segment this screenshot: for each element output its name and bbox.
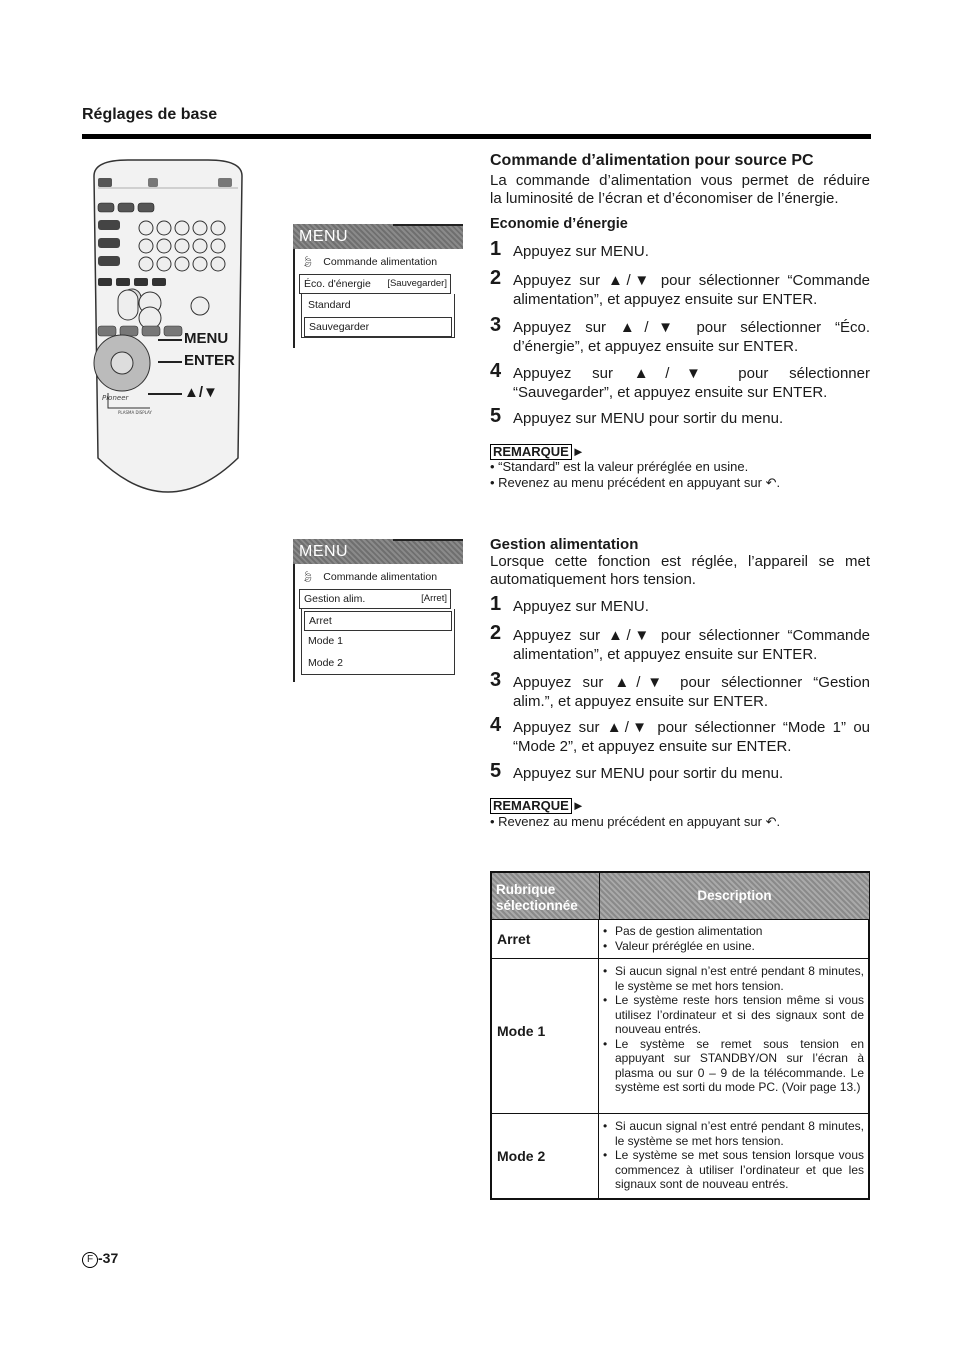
- language-badge: [82, 1252, 98, 1268]
- row-label: Arret: [497, 931, 531, 947]
- table-row: [492, 1113, 599, 1198]
- osd-menu-gestion: [293, 539, 463, 682]
- osd-menu-bar: MENU: [293, 224, 463, 249]
- remarque-text: REMARQUE: [490, 444, 572, 460]
- note-line: [490, 475, 870, 491]
- osd-item-value: [Sauvegarder]: [387, 278, 447, 289]
- osd-option-mode2: Mode 2: [308, 657, 344, 669]
- desc-item: • Le système reste hors tension même si vous utilisez l’ordinateur et si des signaux sont de nouveau entrés.: [601, 993, 864, 1037]
- remote-callout-line: [148, 393, 182, 395]
- step-number: 5: [490, 405, 502, 427]
- row-label: Mode 1: [497, 1023, 546, 1039]
- step: [490, 622, 870, 666]
- step: [490, 360, 870, 404]
- osd-head-label: Commande alimentation: [323, 571, 438, 583]
- step-number: 2: [490, 622, 502, 644]
- table-header-label: Description: [697, 888, 772, 903]
- note-text: • Revenez au menu précédent en appuyant sur: [490, 814, 762, 829]
- step-number: 5: [490, 760, 502, 782]
- osd-head-label: Commande alimentation: [323, 256, 438, 268]
- remote-label-enter: ENTER: [184, 352, 235, 369]
- step-number: 3: [490, 314, 502, 336]
- step-text: “Sauvegarder”, et appuyez ensuite sur ENTER.: [513, 384, 828, 401]
- step-number: 2: [490, 267, 502, 289]
- osd-item-label: Gestion alim.: [304, 593, 366, 605]
- osd-option-arret: Arret: [304, 611, 452, 631]
- power-icon: 🍃︎: [301, 256, 315, 268]
- step: [490, 714, 870, 758]
- step-text: Appuyez sur MENU.: [513, 243, 649, 260]
- table-row-desc: [599, 919, 868, 958]
- remarque-label: [490, 798, 585, 814]
- step-text: alimentation”, et appuyez ensuite sur ENTER.: [513, 646, 818, 663]
- osd-head-row: [297, 253, 447, 273]
- page-number-text: -37: [98, 1250, 119, 1266]
- table-row: [492, 958, 599, 1113]
- subsection-heading: Economie d’énergie: [490, 216, 628, 232]
- desc-item: • Pas de gestion alimentation: [601, 924, 864, 939]
- osd-item-label: Éco. d'énergie: [304, 278, 371, 290]
- section-heading: Gestion alimentation: [490, 536, 639, 553]
- remarque-text: REMARQUE: [490, 798, 572, 814]
- step-number: 3: [490, 669, 502, 691]
- osd-item-eco: [299, 274, 451, 294]
- note-line: • “Standard” est la valeur préréglée en usine.: [490, 459, 749, 474]
- osd-options: [301, 294, 455, 338]
- osd-options: [301, 609, 455, 675]
- step-text: Appuyez sur ▲/▼ pour sélectionner: [513, 365, 870, 382]
- remarque-label: [490, 444, 585, 460]
- page-number: [82, 1250, 118, 1268]
- step-text: “Mode 2”, et appuyez ensuite sur ENTER.: [513, 738, 792, 755]
- intro-line: automatiquement hors tension.: [490, 571, 696, 588]
- step: [490, 314, 870, 358]
- remote-label-arrows: ▲/▼: [184, 384, 218, 401]
- arrow-right-icon: ►: [571, 798, 585, 813]
- desc-item: • Si aucun signal n’est entré pendant 8 minutes, le système se met hors tension.: [601, 1119, 864, 1148]
- osd-option-mode1: Mode 1: [308, 635, 344, 647]
- osd-divider: [393, 539, 463, 541]
- table-row-desc: [599, 1113, 868, 1198]
- intro-line: La commande d’alimentation vous permet de réduire: [490, 172, 870, 189]
- table-header-col2: [599, 873, 869, 919]
- step-text: Appuyez sur ▲/▼ pour sélectionner “Éco.: [513, 319, 870, 336]
- osd-item-value: [Arret]: [421, 593, 447, 604]
- table-header-label: Rubrique sélectionnée: [496, 882, 578, 913]
- step-text: Appuyez sur ▲/▼ pour sélectionner “Commande: [513, 627, 870, 644]
- step-number: 4: [490, 360, 502, 382]
- step-text: alim.”, et appuyez ensuite sur ENTER.: [513, 693, 769, 710]
- osd-head-row: [297, 568, 447, 588]
- step: [490, 669, 870, 713]
- table-row: [492, 919, 599, 958]
- row-label: Mode 2: [497, 1148, 546, 1164]
- osd-option-sauvegarder: Sauvegarder: [304, 317, 452, 337]
- remote-illustration: [88, 158, 248, 508]
- osd-divider: [293, 249, 295, 348]
- svg-text:Pioneer: Pioneer: [102, 394, 129, 402]
- mode-table: [490, 871, 870, 1200]
- osd-option-standard: Standard: [308, 299, 351, 311]
- osd-menu-eco: [293, 224, 463, 348]
- table-row-desc: [599, 958, 868, 1113]
- step: [490, 267, 870, 311]
- desc-item: • Le système se remet sous tension en appuyant sur STANDBY/ON sur l’écran à plasma ou sur 0 – 9 de la télécommande. Le système est sorti du mode PC. (Voir page 13.): [601, 1037, 864, 1095]
- osd-item-gestion: [299, 589, 451, 609]
- remote-label-menu: MENU: [184, 330, 229, 347]
- remote-callout-line: [158, 339, 182, 341]
- step-text: Appuyez sur ▲/▼ pour sélectionner “Commande: [513, 272, 870, 289]
- desc-item: • Le système se met sous tension lorsque vous commencez à utiliser l’ordinateur et que les signaux sont de nouveau entrés.: [601, 1148, 864, 1192]
- arrow-right-icon: ►: [571, 444, 585, 459]
- intro-line: la luminosité de l’écran et d’économiser de l’énergie.: [490, 190, 839, 207]
- desc-item: • Valeur préréglée en usine.: [601, 939, 864, 954]
- step-text: alimentation”, et appuyez ensuite sur ENTER.: [513, 291, 818, 308]
- step-number: 4: [490, 714, 502, 736]
- step-text: Appuyez sur MENU pour sortir du menu.: [513, 410, 784, 427]
- svg-text:PLASMA DISPLAY: PLASMA DISPLAY: [118, 410, 152, 415]
- header-divider: [82, 134, 871, 139]
- section-heading: Commande d’alimentation pour source PC: [490, 152, 814, 169]
- osd-menu-bar: MENU: [293, 539, 463, 564]
- step-text: d’énergie”, et appuyez ensuite sur ENTER.: [513, 338, 799, 355]
- osd-divider: [293, 564, 295, 682]
- desc-item: • Si aucun signal n’est entré pendant 8 minutes, le système se met hors tension.: [601, 964, 864, 993]
- remote-callout-line: [158, 361, 182, 363]
- step-number: 1: [490, 593, 502, 615]
- note-line: [490, 814, 870, 830]
- note-text: • Revenez au menu précédent en appuyant sur: [490, 475, 762, 490]
- return-icon: ↶.: [765, 814, 781, 829]
- section-title: Réglages de base: [82, 106, 218, 123]
- step-number: 1: [490, 238, 502, 260]
- intro-line: Lorsque cette fonction est réglée, l’appareil se met: [490, 553, 870, 570]
- step-text: Appuyez sur ▲/▼ pour sélectionner “Gestion: [513, 674, 870, 691]
- step-text: Appuyez sur MENU.: [513, 598, 649, 615]
- table-header-col1: [492, 873, 599, 919]
- step-text: Appuyez sur ▲/▼ pour sélectionner “Mode 1” ou: [513, 719, 870, 736]
- return-icon: ↶.: [765, 475, 781, 490]
- power-icon: 🍃︎: [301, 571, 315, 583]
- language-letter: F: [86, 1254, 94, 1265]
- osd-divider: [393, 224, 463, 226]
- step-text: Appuyez sur MENU pour sortir du menu.: [513, 765, 784, 782]
